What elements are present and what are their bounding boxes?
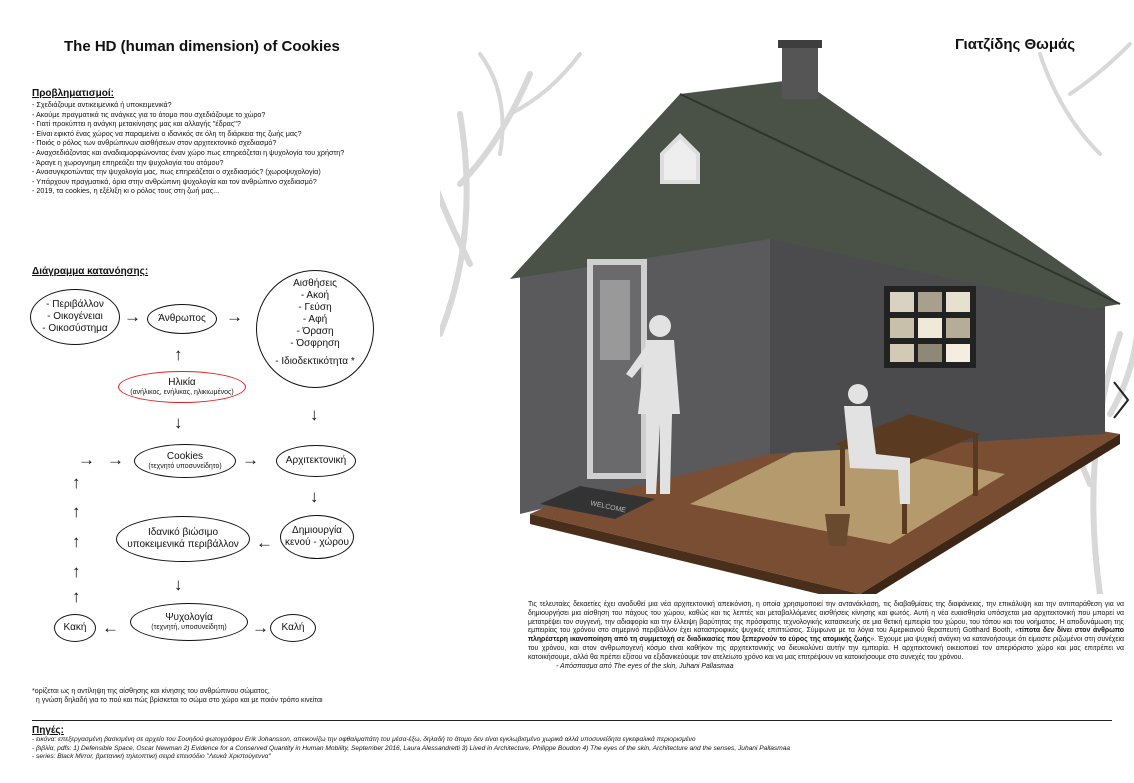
arrow-up-icon: ↑: [72, 562, 81, 581]
author-name: Γιατζίδης Θωμάς: [955, 36, 1076, 53]
arrow-right-icon: →: [78, 450, 95, 469]
poster-title: The HD (human dimension) of Cookies: [64, 38, 340, 55]
paragraph-bold-text: τίποτα δεν δίνει στον άνθρωπο πληρέστερη ικανοποίηση από τη συμμετοχή σε διαδικασίες που ξεπερνούν το εύρος της ατομικής ζωής: [528, 627, 1125, 644]
arrow-right-icon: →: [226, 307, 243, 326]
issues-heading: Προβληματισμοί:: [32, 88, 114, 99]
node-label: Καλή: [281, 622, 305, 633]
node-label: Cookies: [166, 451, 204, 462]
source-line: - εικόνα: επεξεργασμένη βασισμένη σε αρχείο του Σουηδού φωτογράφου Erik Johansson, απεικονίζω την οφθαλμαπάτη του μέσα-έξω, δηλαδή το άτομο δεν είναι εγκλωβισμένο χωρικά αλλά υποσυνείδητα εγκεφαλικά περιορισμένο: [32, 736, 696, 743]
doormat-label: WELCOME: [589, 500, 627, 515]
arrow-up-icon: ↑: [72, 502, 81, 521]
node-line: - Ακοή: [300, 290, 330, 301]
arrow-down-icon: ↓: [174, 413, 183, 432]
arrow-down-icon: ↓: [310, 405, 319, 424]
footnote: [32, 687, 492, 705]
list-item: - Ακούμε πραγματικά τις ανάγκες για το άτομο που σχεδιάζουμε το χώρο?: [32, 109, 266, 119]
good-node: [270, 614, 316, 642]
environment-node: [30, 289, 120, 345]
list-item: - Ανασυγκροτώντας την ψυχολογία μας, πως επηρεάζεται ο σχεδιασμός? (χωροψυχολογία): [32, 167, 321, 177]
chevron-right-icon[interactable]: [1110, 378, 1132, 422]
arrow-up-icon: ↑: [72, 473, 81, 492]
node-line: - Γεύση: [298, 302, 332, 313]
senses-node: [256, 270, 374, 388]
source-line: - series: Black Mirror, βρετανική τηλεοπτική σειρά επεισόδιο "Λευκά Χριστούγεννα": [32, 753, 271, 761]
human-node: [147, 304, 217, 334]
age-node: [118, 371, 246, 403]
paragraph-text: Τις τελευταίες δεκαετίες έχει αναδυθεί μια νέα αρχιτεκτονική απεικόνιση, η οποία χρησιμοποιεί την αντανάκλαση, τις διαβαθμίσεις της διαφάνειας, την επικάλυψη και την αντιπαράθεση για να δημιουργήσει μια αίσθηση του πάχους του χώρου, καθώς και τις λεπτές και μεταβαλλόμενες αισθήσεις κίνησης και φωτός. Αυτή η νέα ευαισθησία υπόσχεται μια αρχιτεκτονική που μπορεί να μετατρέψει τον συγγενή, την αδιαφορία και την έλλειψη βαρύτητας της πρόσφατης τεχνολογικής κατασκευής σε μια θετική εμπειρία του χώρου, του τόπου και του νοήματος. Η αποδυνάμωση της εμπειρίας του χρόνου στο σημερινό περιβάλλον έχει καταστροφικές ψυχικές επιπτώσεις. Σύμφωνα με τα λόγια του Αμερικανού θεραπευτή Gotthard Booth, «: [528, 601, 1124, 635]
node-line: - Αφή: [302, 314, 328, 325]
source-line: - βιβλία, pdfs: 1) Defensible Space, Oscar Newman 2) Evidence for a Conserved Quantity in Human Mobility, September 2016, Laura Alessandretti 3) Lived in Architecture, Philippe Boudon 4) The eyes of the skin, Architecture and the senses, Juhani Pallasmaa: [32, 744, 791, 752]
chimney: [782, 44, 818, 99]
node-line: Ιδανικό βιώσιμο: [147, 527, 219, 538]
node-label: Άνθρωπος: [158, 313, 206, 324]
node-title: Αισθήσεις: [293, 278, 337, 289]
list-item: - Σχεδιάζουμε αντικειμενικά ή υποκειμενικά?: [32, 100, 172, 109]
node-label: Ηλικία: [168, 377, 196, 388]
node-line: υποκειμενικά περιβάλλον: [127, 539, 239, 550]
issues-list: [32, 100, 432, 196]
arrow-up-icon: ↑: [72, 587, 81, 606]
node-line: - Ιδιοδεκτικότητα *: [275, 356, 355, 367]
list-item: - Άραγε η χωρογνημη επηρεάζει την ψυχολογία του ατόμου?: [32, 157, 224, 167]
arrow-left-icon: ←: [256, 533, 273, 552]
node-line: Δημιουργία: [292, 525, 342, 536]
psychology-node: [130, 603, 248, 641]
list-item: - Ποιός ο ρόλος των ανθρώπινων αισθήσεων στον αρχιτεκτονικό σχεδιασμό?: [32, 138, 277, 148]
arrow-left-icon: ←: [102, 618, 119, 637]
list-item: - Υπάρχουν πραγματικά, όρια στην ανθρώπινη ψυχολογία και τον ανθρώπινο σχεδιασμό?: [32, 176, 317, 186]
paragraph-text: ». Έχουμε μια ψυχική ανάγκη να κατανοήσουμε ότι είμαστε ριζωμένοι στη συνέχεια του χρόνου, και στον ανθρωπογενή κόσμο είναι καθήκον της αρχιτεκτονικής να διευκολύνει αυτήν την εμπειρία. Η αρχιτεκτονική οικειοποιεί τον απεριόριστο χώρο και μας επιτρέπει να κατοικήσουμε, αλλά θα πρέπει εξίσου να εξιδανικεύουμε τον ατελείωτο χρόνο και να μας επιτρέψουν να κατοικήσουμε στο συνεχές του χρόνου.: [528, 636, 1124, 661]
node-line: κενού - χώρου: [285, 537, 349, 548]
architecture-node: [276, 445, 356, 477]
window: [884, 286, 976, 368]
footnote-line: *ορίζεται ως η αντίληψη της αίσθησης και κίνησης του ανθρώπινου σώματος,: [32, 688, 270, 695]
cookies-node: [134, 444, 236, 478]
node-line: - Οικογένειαι: [47, 311, 103, 322]
sources-section: [32, 720, 1112, 762]
node-label: Κακή: [63, 622, 87, 633]
node-sub: (ανήλικος, ενήλικας, ηλικιωμένος): [130, 389, 234, 396]
node-line: - Περιβάλλον: [46, 299, 104, 310]
issues-section: [32, 88, 432, 196]
node-line: - Όραση: [296, 326, 334, 337]
arrow-up-icon: ↑: [174, 345, 183, 364]
sources-heading: Πηγές:: [32, 725, 64, 736]
list-item: - 2019, τα cookies, η εξέλιξη κι ο ρόλος τους στη ζωή μας...: [32, 186, 220, 196]
arrow-right-icon: →: [124, 307, 141, 326]
bad-node: [54, 614, 96, 642]
arrow-right-icon: →: [242, 450, 259, 469]
node-line: - Όσφρηση: [290, 338, 340, 349]
node-sub: (τεχνητό υποσυνείδητο): [148, 463, 222, 470]
arrow-up-icon: ↑: [72, 532, 81, 551]
list-item: - Είναι εφικτό ένας χώρος να παραμείνει ο ιδανικός σε όλη τη διάρκεια της ζωής μας?: [32, 128, 302, 138]
space-creation-node: [280, 515, 354, 559]
node-sub: (τεχνητή, υποσυνείδητη): [151, 624, 227, 631]
node-label: Αρχιτεκτονική: [285, 455, 347, 466]
arrow-down-icon: ↓: [310, 487, 319, 506]
arrow-down-icon: ↓: [174, 575, 183, 594]
arrow-right-icon: →: [107, 450, 124, 469]
node-line: - Οικοσύστημα: [42, 323, 108, 334]
diagram-heading: Διάγραμμα κατανόησης:: [32, 266, 149, 277]
arrow-right-icon: →: [252, 618, 269, 637]
list-item: - Γιατί προκύπτει η ανάγκη μετακίνησης μας και αλλαγής "έδρας"?: [32, 119, 241, 129]
quote-attribution: - Απόσπασμα από The eyes of the skin, Juhani Pallasmaa: [556, 662, 734, 670]
house-illustration: [440, 34, 1134, 594]
bucket: [825, 514, 850, 546]
pallasmaa-quote-paragraph: [528, 601, 1124, 671]
list-item: - Αναχσεδιάζοντας και αναδιαμορφώνοντας έναν χώρο πως επηρεάζεται η ψυχολογία του χρήστη?: [32, 147, 345, 157]
node-label: Ψυχολογία: [165, 612, 213, 623]
ideal-environment-node: [116, 516, 250, 562]
footnote-line: η γνώση δηλαδή για το πού και πώς βρίσκεται το σώμα στο χώρο και με ποιόν τρόπο κινείται: [32, 697, 323, 704]
